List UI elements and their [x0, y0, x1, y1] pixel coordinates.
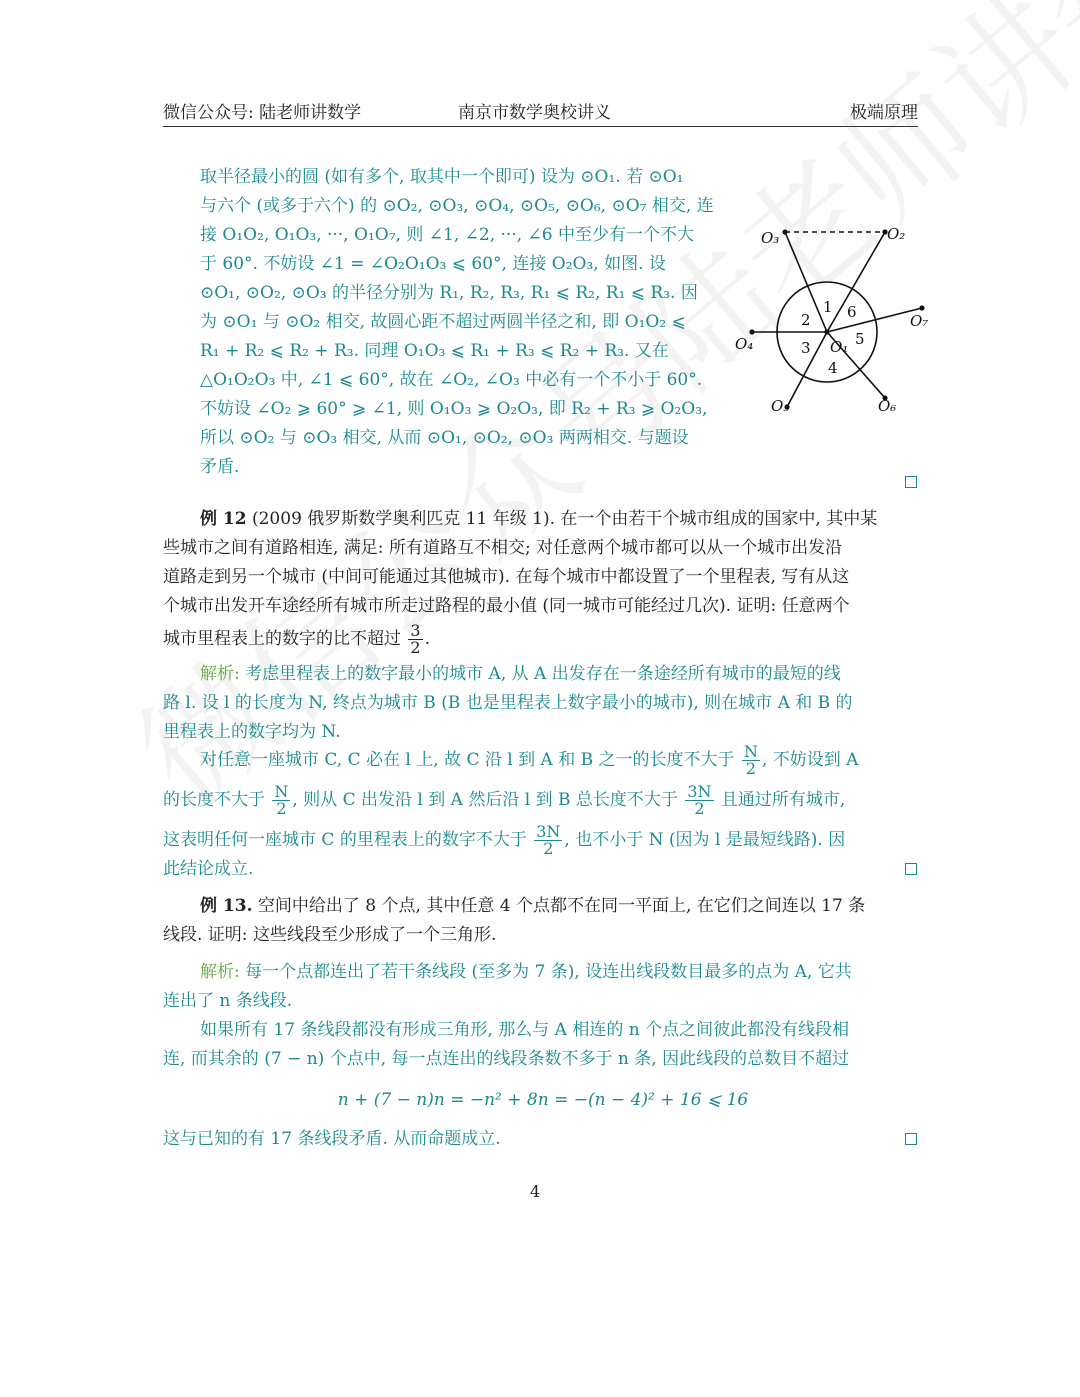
label-o7: O₇ [910, 312, 929, 330]
example-12 [163, 505, 923, 656]
example-12-label: 例 12 [200, 509, 247, 529]
qed-marker [905, 476, 917, 488]
proof-line: 于 60°. 不妨设 ∠1 = ∠O₂O₁O₃ ⩽ 60°, 连接 O₂O₃, 如图. 设 [200, 254, 666, 274]
proof-line: △O₁O₂O₃ 中, ∠1 ⩽ 60°, 故在 ∠O₂, ∠O₃ 中必有一个不小于 60°. [200, 370, 703, 390]
conclusion-text: 这与已知的有 17 条线段矛盾. 从而命题成立. [163, 1129, 501, 1149]
solution-12-line: 里程表上的数字均为 N. [163, 722, 341, 742]
solution-12-text: , 则从 C 出发沿 l 到 A 然后沿 l 到 B 总长度不大于 [292, 790, 678, 810]
point-o4 [749, 329, 754, 334]
fraction-denominator: 2 [745, 759, 757, 778]
proof-line: 所以 ⊙O₂ 与 ⊙O₃ 相交, 从而 ⊙O₁, ⊙O₂, ⊙O₃ 两两相交. 与题设 [200, 428, 689, 448]
solution-13-formula [163, 1086, 923, 1115]
fraction-numerator: N [274, 782, 289, 801]
solution-13-line: 如果所有 17 条线段都没有形成三角形, 那么与 A 相连的 n 个点之间彼此都没有线段相 [200, 1020, 850, 1040]
label-o4: O₄ [735, 335, 754, 353]
fraction-denominator: 2 [543, 839, 554, 858]
region-5: 5 [855, 330, 865, 348]
fraction-numerator: N [743, 742, 758, 761]
proof-line: 接 O₁O₂, O₁O₃, ···, O₁O₇, 则 ∠1, ∠2, ···, ∠6 中至少有一个不大 [200, 225, 694, 245]
solution-12-p2-line-a [200, 740, 925, 780]
region-3: 3 [801, 339, 811, 357]
point-o7 [919, 305, 924, 310]
header-rule [163, 126, 918, 127]
example-13-line: 空间中给出了 8 个点, 其中任意 4 个点都不在同一平面上, 在它们之间连以 17 条 [257, 896, 866, 916]
region-6: 6 [847, 303, 857, 321]
proof-line: 矛盾. [200, 457, 240, 477]
fraction-numerator: 3N [536, 822, 561, 841]
solution-12-p2-line-c [163, 820, 923, 860]
solution-12-text: 的长度不大于 [163, 790, 265, 810]
example-12-line: 在一个由若干个城市组成的国家中, 其中某 [560, 509, 878, 529]
qed-marker [905, 1133, 917, 1145]
label-o1: O₁ [830, 338, 849, 356]
solution-12-text: , 也不小于 N (因为 l 是最短线路). 因 [564, 830, 846, 850]
proof-block [200, 163, 730, 482]
solution-12-p2-line-d [163, 855, 763, 884]
solution-13-label: 解析: [200, 962, 240, 982]
label-o5: O₅ [771, 397, 790, 415]
example-12-end: . [424, 629, 430, 649]
solution-12-text: 且通过所有城市, [720, 790, 846, 810]
fraction-n-over-2 [742, 744, 760, 777]
solution-13-line: 每一个点都连出了若干条线段 (至多为 7 条), 设连出线段数目最多的点为 A, 它共 [245, 962, 852, 982]
label-o3: O₃ [761, 229, 780, 247]
fraction-n-over-2 [272, 784, 290, 817]
region-2: 2 [801, 311, 811, 329]
solution-13-line: 连出了 n 条线段. [163, 991, 293, 1011]
solution-12-text: 此结论成立. [163, 859, 254, 879]
fraction-denominator: 2 [276, 799, 287, 818]
fraction-denominator: 2 [694, 799, 705, 818]
proof-line: 与六个 (或多于六个) 的 ⊙O₂, ⊙O₃, ⊙O₄, ⊙O₅, ⊙O₆, ⊙O₇ 相交, 连 [200, 196, 714, 216]
proof-line: 不妨设 ∠O₂ ⩾ 60° ⩾ ∠1, 则 O₁O₃ ⩾ O₂O₃, 即 R₂ + R₃ ⩾ O₂O₃, [200, 399, 708, 419]
fraction-three-halves [408, 623, 422, 656]
proof-line: ⊙O₁, ⊙O₂, ⊙O₃ 的半径分别为 R₁, R₂, R₃, R₁ ⩽ R₂, R₁ ⩽ R₃. 因 [200, 283, 698, 303]
fraction-denominator: 2 [410, 638, 421, 657]
solution-13-line: 连, 而其余的 (7 − n) 个点中, 每一点连出的线段条数不多于 n 条, 因此线段的总数目不超过 [163, 1049, 850, 1069]
solution-12-line: 考虑里程表上的数字最小的城市 A, 从 A 出发存在一条途经所有城市的最短的线 [245, 664, 841, 684]
example-13 [163, 892, 923, 950]
fraction-numerator: 3 [410, 621, 421, 640]
solution-12-text: 对任意一座城市 C, C 必在 l 上, 故 C 沿 l 到 A 和 B 之一的长度不大于 [200, 750, 735, 770]
formula: n + (7 − n)n = −n² + 8n = −(n − 4)² + 16 ⩽ 16 [337, 1090, 749, 1110]
solution-12 [163, 660, 923, 747]
proof-line: R₁ + R₂ ⩽ R₂ + R₃. 同理 O₁O₃ ⩽ R₁ + R₃ ⩽ R₂ + R₃. 又在 [200, 341, 669, 361]
label-o6: O₆ [878, 397, 897, 415]
proof-line: 为 ⊙O₁ 与 ⊙O₂ 相交, 故圆心距不超过两圆半径之和, 即 O₁O₂ ⩽ [200, 312, 686, 332]
proof-line: 取半径最小的圆 (如有多个, 取其中一个即可) 设为 ⊙O₁. 若 ⊙O₁ [200, 167, 684, 187]
solution-13-conclusion [163, 1125, 863, 1154]
point-o1 [824, 329, 829, 334]
qed-marker [905, 863, 917, 875]
solution-12-p2-line-b [163, 780, 923, 820]
example-13-label: 例 13. [200, 896, 253, 916]
example-12-line: 些城市之间有道路相连, 满足: 所有道路互不相交; 对任意两个城市都可以从一个城市出发沿 [163, 538, 843, 558]
solution-12-text: 这表明任何一座城市 C 的里程表上的数字不大于 [163, 830, 527, 850]
point-o3 [782, 229, 787, 234]
region-4: 4 [828, 359, 838, 377]
example-13-line: 线段. 证明: 这些线段至少形成了一个三角形. [163, 925, 497, 945]
header-left-text: 微信公众号: 陆老师讲数学 [163, 103, 362, 123]
header-center-text: 南京市数学奥校讲义 [458, 103, 611, 123]
example-12-source: (2009 俄罗斯数学奥利匹克 11 年级 1). [251, 509, 555, 529]
fraction-numerator: 3N [687, 782, 712, 801]
page-number: 4 [530, 1182, 541, 1201]
example-12-line: 城市里程表上的数字的比不超过 [163, 629, 401, 649]
segment-o1-o7 [827, 308, 922, 332]
circles-figure [735, 215, 935, 425]
page-header [163, 98, 918, 126]
solution-12-label: 解析: [200, 664, 240, 684]
fraction-3n-over-2 [685, 784, 713, 817]
header-right-text: 极端原理 [850, 103, 918, 123]
solution-12-text: , 不妨设到 A [761, 750, 859, 770]
solution-13 [163, 958, 923, 1074]
region-1: 1 [823, 298, 833, 316]
solution-12-line: 路 l. 设 l 的长度为 N, 终点为城市 B (B 也是里程表上数字最小的城市), 则在城市 A 和 B 的 [163, 693, 853, 713]
fraction-3n-over-2 [534, 824, 562, 857]
label-o2: O₂ [887, 225, 906, 243]
example-12-line: 道路走到另一个城市 (中间可能通过其他城市). 在每个城市中都设置了一个里程表, 写有从这 [163, 567, 850, 587]
example-12-line: 个城市出发开车途经所有城市所走过路程的最小值 (同一城市可能经过几次). 证明: 任意两个 [163, 596, 850, 616]
